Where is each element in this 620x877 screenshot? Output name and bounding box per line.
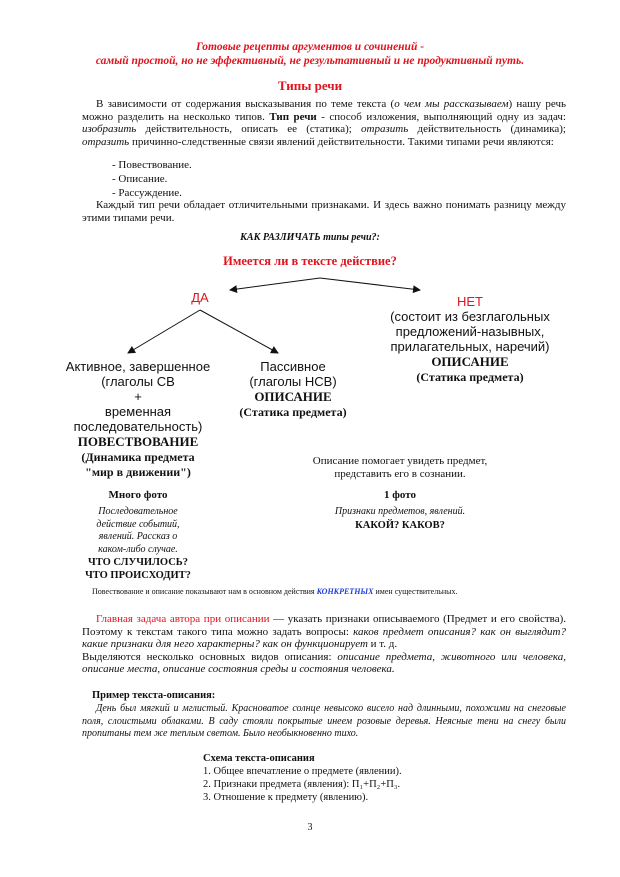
left-photo: Много фото (108, 489, 168, 501)
scheme-title: Схема текста-описания (203, 753, 315, 764)
page-number: 3 (307, 822, 313, 833)
diagram-question-main: Имеется ли в тексте действие? (223, 254, 397, 268)
no-branch (370, 294, 570, 385)
no-desc-line: (состоит из безглагольных (390, 309, 550, 324)
list-item: - Рассуждение. (112, 187, 182, 199)
scheme (203, 752, 402, 804)
passive-sub: (Статика предмета) (239, 405, 347, 419)
active-line: (глаголы СВ (101, 374, 175, 389)
example-text: День был мягкий и мглистый. Красноватое солнце невысоко висело над длинными, похожими на снеговые поля, слоистыми облаками. В саду стояли покрытые инеем розовые деревья. Неясные тени на снегу были пропитаны тем же теплым светом. Было необыкновенно тихо. (82, 703, 566, 739)
active-type: ПОВЕСТВОВАНИЕ (77, 434, 199, 449)
active-sub: "мир в движении") (85, 465, 191, 479)
main-task-paragraph: Главная задача автора при описании — указать признаки описываемого (Предмет и его свойства). Поэтому к текстам такого типа можно задать вопросы: каков предмет описания? как он выглядит? какие признаки для него характерны? как он функционирует и т. д. Выделяются несколько основных видов описания: описание предмета, животного или человека, описание места, описание состояния среды и состояния человека. (82, 613, 566, 676)
list-item: - Повествование. (112, 159, 192, 171)
left-desc: Последовательное действие событий, явлений. Рассказ о каком-либо случае. (96, 506, 180, 555)
intro-paragraph-2: Каждый тип речи обладает отличительными признаками. И здесь важно понимать разницу между этими типами речи. (82, 199, 566, 224)
no-sub: (Статика предмета) (416, 370, 524, 384)
passive-branch (228, 359, 358, 420)
concrete-note: Повествование и описание показывают нам в основном действия КОНКРЕТНЫХ имен существительных. (92, 587, 458, 596)
right-desc: Признаки предметов, явлений. (334, 506, 466, 518)
passive-line: Пассивное (260, 359, 326, 374)
scheme-item: 2. Признаки предмета (явления): П₁+П₂+П₃. (203, 779, 401, 790)
right-column (290, 455, 510, 532)
no-type: ОПИСАНИЕ (431, 354, 509, 369)
right-note: Описание помогает увидеть предмет, (312, 455, 488, 467)
active-sub: (Динамика предмета (81, 450, 195, 464)
diagram-question-small: КАК РАЗЛИЧАТЬ типы речи?: (240, 232, 380, 243)
no-label: НЕТ (457, 294, 483, 309)
right-question: КАКОЙ? КАКОВ? (355, 519, 445, 531)
active-line: + (134, 389, 142, 404)
no-desc-line: прилагательных, наречий) (390, 339, 550, 354)
list-item: - Описание. (112, 173, 168, 185)
active-line: временная (104, 404, 172, 419)
passive-line: (глаголы НСВ) (249, 374, 337, 389)
left-question: ЧТО ПРОИСХОДИТ? (85, 570, 191, 581)
right-note: представить его в сознании. (334, 467, 466, 480)
no-desc-line: предложений-назывных, (395, 324, 545, 339)
left-column (58, 488, 218, 582)
right-photo: 1 фото (384, 489, 416, 502)
left-question: ЧТО СЛУЧИЛОСЬ? (88, 557, 188, 568)
active-branch (58, 359, 218, 480)
scheme-item: 1. Общее впечатление о предмете (явлении). (203, 766, 402, 777)
page-title: Типы речи (277, 78, 343, 93)
example-title: Пример текста-описания: (92, 690, 216, 701)
header-line-1: Готовые рецепты аргументов и сочинений - (195, 41, 425, 53)
passive-type: ОПИСАНИЕ (254, 389, 332, 404)
scheme-item: 3. Отношение к предмету (явлению). (203, 792, 369, 803)
active-line: Активное, завершенное (65, 359, 211, 374)
intro-paragraph: В зависимости от содержания высказывания по теме текста (о чем мы рассказываем) нашу речь можно разделить на несколько типов. Тип речи - способ изложения, выполняющий одну из задач: изобразить действительность, описать ее (статика); отразить действительность (динамика); отразить причинно-следственные связи явлений действительности. Такими типами речи являются: (82, 98, 566, 148)
yes-label: ДА (191, 290, 209, 305)
active-line: последовательность) (73, 419, 203, 434)
header-line-2: самый простой, но не эффективный, не результативный и не продуктивный путь. (95, 55, 525, 67)
